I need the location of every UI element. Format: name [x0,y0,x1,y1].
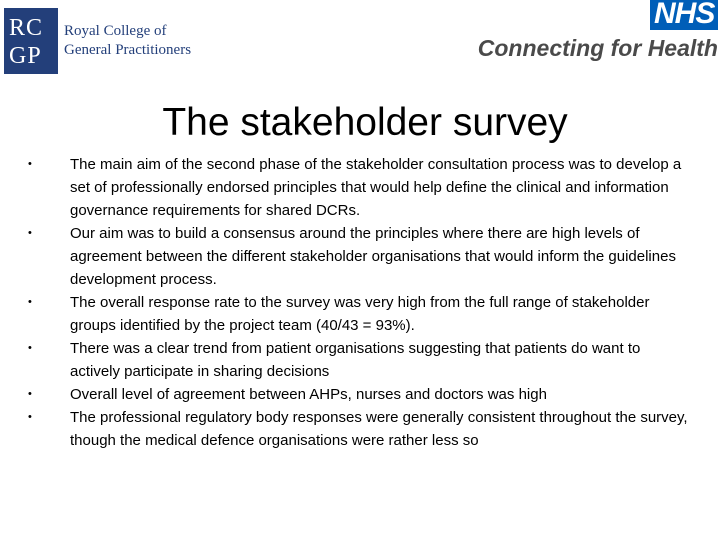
bullet-text: The main aim of the second phase of the stakeholder consultation process was to develop a set of professionally endorsed principles that would help define the clinical and information governance requirements for shared DCRs. [70,156,682,219]
list-item [0,383,720,406]
bullet-text: There was a clear trend from patient organisations suggesting that patients do want to actively participate in sharing decisions [70,340,641,380]
bullet-text: Our aim was to build a consensus around the principles where there are high levels of agreement between the different stakeholder organisations that would inform the guidelines development process. [70,225,676,288]
rcgp-logo-mark [4,8,58,74]
nhs-tagline: Connecting for Health [477,35,718,61]
list-item [0,337,720,383]
slide-title: The stakeholder survey [162,101,568,144]
nhs-badge-text: NHS [654,0,715,30]
bullet-icon: • [28,158,32,170]
rcgp-logo-rc: RC [9,15,44,41]
bullet-list [0,153,720,452]
rcgp-name-line1: Royal College of [64,23,167,39]
list-item [0,291,720,337]
list-item [0,153,720,222]
bullet-icon: • [28,342,32,354]
rcgp-logo-gp: GP [9,43,42,69]
bullet-icon: • [28,296,32,308]
bullet-text: The overall response rate to the survey was very high from the full range of stakeholder groups identified by the project team (40/43 = 93%). [70,294,650,334]
bullet-text: Overall level of agreement between AHPs, nurses and doctors was high [70,386,547,403]
nhs-badge [650,0,718,30]
rcgp-logo-name [64,22,191,60]
bullet-text: The professional regulatory body responses were generally consistent throughout the survey, though the medical defence organisations were rather less so [70,409,688,449]
list-item [0,406,720,452]
bullet-icon: • [28,411,32,423]
rcgp-name-line2: General Practitioners [64,42,192,58]
list-item [0,222,720,291]
bullet-icon: • [28,227,32,239]
bullet-icon: • [28,388,32,400]
